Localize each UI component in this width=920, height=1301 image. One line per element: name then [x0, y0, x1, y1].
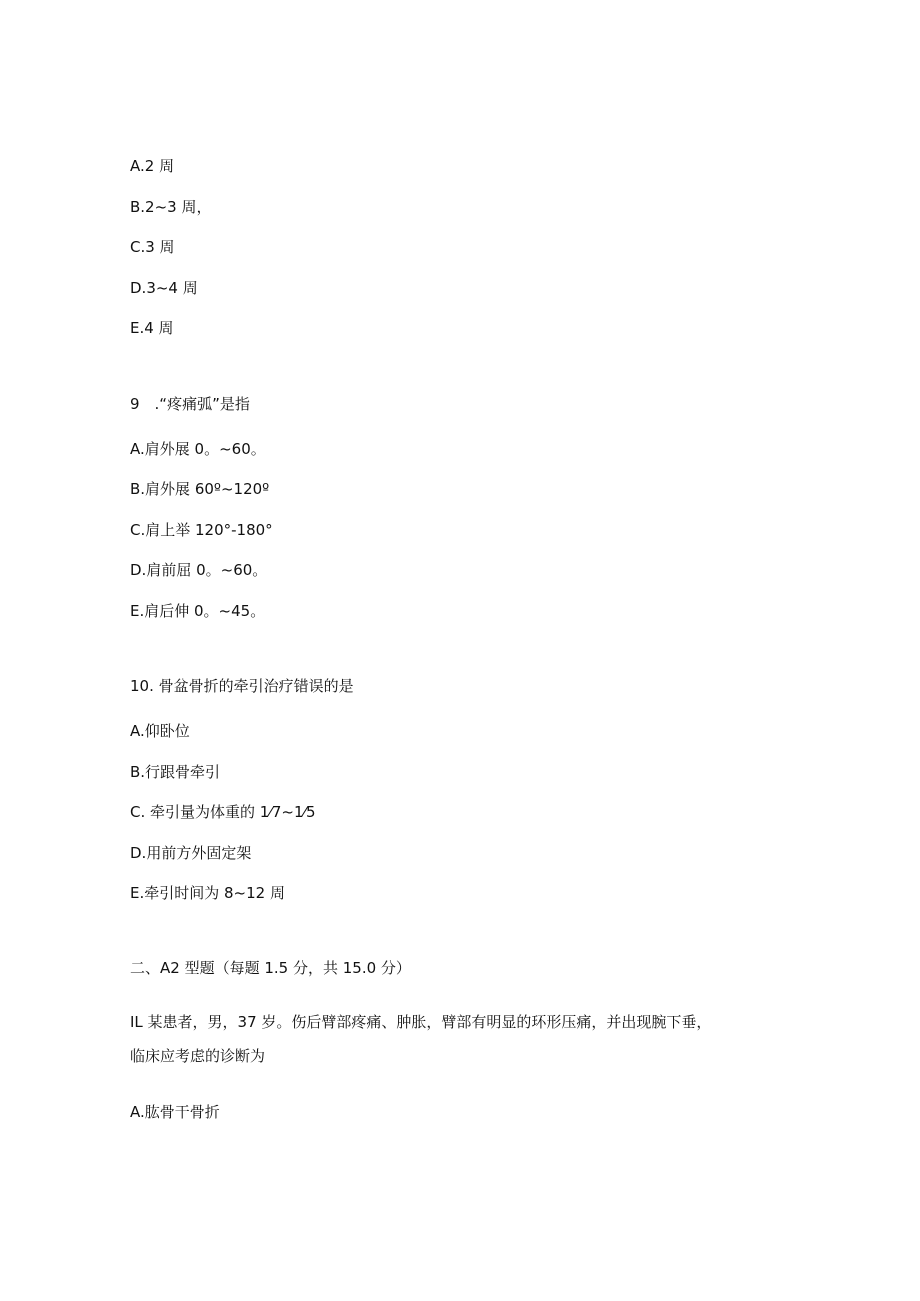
q11-option-a: A.肱骨干骨折 [130, 1103, 220, 1121]
q9-option-e: E.肩后伸 0。~45。 [130, 602, 266, 620]
q11-question-line2: 临床应考虑的诊断为 [130, 1047, 266, 1065]
q10-option-c: C. 牵引量为体重的 1⁄7~1⁄5 [130, 803, 316, 821]
q10-option-d: D.用前方外固定架 [130, 844, 252, 862]
q8-option-b: B.2~3 周， [130, 198, 212, 216]
q11-question-line1: IL 某患者，男，37 岁。伤后臂部疼痛、肿胀，臂部有明显的环形压痛，并出现腕下垂， [130, 1013, 712, 1031]
q10-option-e: E.牵引时间为 8~12 周 [130, 884, 285, 902]
q8-option-a: A.2 周 [130, 157, 175, 175]
q9-option-b: B.肩外展 60º~120º [130, 480, 270, 498]
q9-option-c: C.肩上举 120°-180° [130, 521, 273, 539]
q9-option-a: A.肩外展 0。~60。 [130, 440, 266, 458]
q9-question: 9 .“疼痛弧”是指 [130, 395, 250, 413]
q9-option-d: D.肩前屈 0。~60。 [130, 561, 268, 579]
q8-option-d: D.3~4 周 [130, 279, 198, 297]
q8-option-c: C.3 周 [130, 238, 175, 256]
q8-option-e: E.4 周 [130, 319, 174, 337]
q10-question: 10. 骨盆骨折的牵引治疗错误的是 [130, 677, 354, 695]
q10-option-a: A.仰卧位 [130, 722, 190, 740]
section-heading: 二、A2 型题（每题 1.5 分，共 15.0 分） [130, 959, 411, 977]
q10-option-b: B.行跟骨牵引 [130, 763, 221, 781]
